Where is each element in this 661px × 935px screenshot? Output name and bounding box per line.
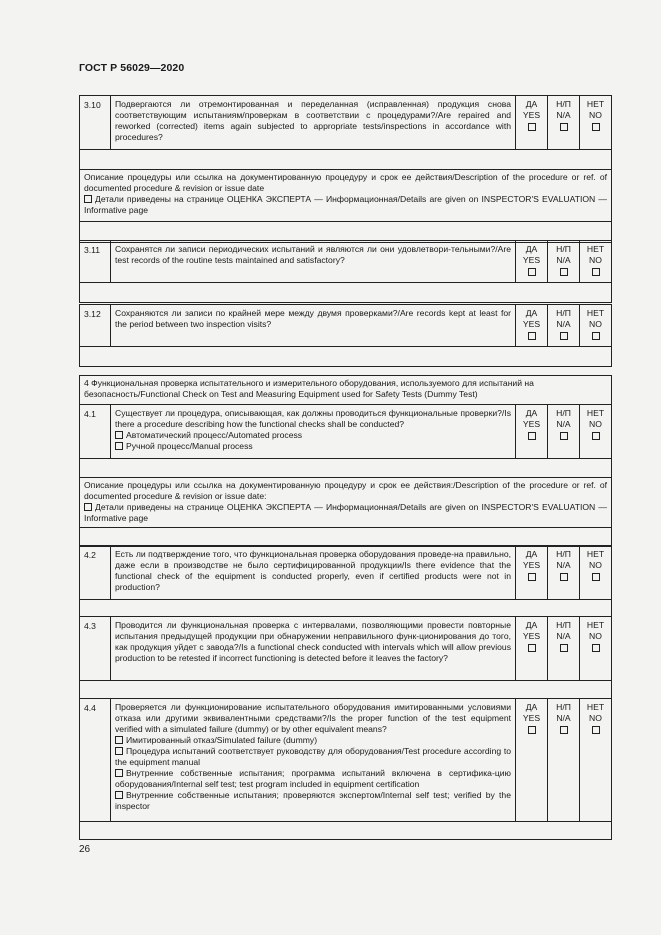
answer-na[interactable] — [548, 241, 580, 282]
notes-row[interactable] — [80, 600, 611, 616]
no-checkbox[interactable] — [592, 432, 600, 440]
question-row — [80, 405, 611, 459]
answer-yes[interactable] — [516, 546, 548, 599]
option-label: Внутренние собственные испытания; программа испытаний включена в сертифика-цию оборудования/Internal self test; test program included in equipment certification — [115, 768, 511, 789]
no-ru-label: НЕТ — [586, 549, 605, 559]
question-row — [80, 617, 611, 681]
option-checkbox[interactable] — [115, 736, 123, 744]
na-ru-label: Н/П — [556, 308, 571, 318]
question-body: Существует ли процедура, описывающая, как должны проводиться функциональные проверки?/Is there a procedure describing how the functional checks shall be conducted? — [115, 408, 511, 429]
question-number: 4.4 — [80, 699, 111, 821]
question-text — [111, 699, 516, 821]
question-text — [111, 405, 516, 458]
yes-en-label: YES — [522, 255, 541, 265]
no-en-label: NO — [589, 255, 602, 265]
option-label: Процедура испытаний соответствует руководству для оборудования/Test procedure according to the equipment manual — [115, 746, 511, 767]
option-checkbox[interactable] — [115, 442, 123, 450]
question-body: Проверяется ли функционирование испытательного оборудования имитированными условиями отказа или другими эквивалентными средствами?/Is the proper function of the test equipment verified with a simulated failure (dummy) or by other equivalent means? — [115, 702, 511, 734]
na-en-label: N/A — [556, 110, 571, 120]
question-row — [80, 699, 611, 822]
na-ru-label: Н/П — [556, 408, 571, 418]
yes-en-label: YES — [522, 631, 541, 641]
description-text: Описание процедуры или ссылка на документированную процедуру и срок ее действия/Description of the procedure or ref. of documented procedure & revision or issue date — [84, 172, 607, 193]
na-checkbox[interactable] — [560, 123, 568, 131]
question-number: 4.3 — [80, 617, 111, 680]
na-checkbox[interactable] — [560, 332, 568, 340]
yes-checkbox[interactable] — [528, 268, 536, 276]
option-item[interactable] — [115, 746, 511, 768]
yes-checkbox[interactable] — [528, 123, 536, 131]
option-checkbox[interactable] — [115, 747, 123, 755]
no-checkbox[interactable] — [592, 573, 600, 581]
option-item[interactable] — [115, 735, 511, 746]
option-label: Ручной процесс/Manual process — [126, 441, 253, 451]
na-ru-label: Н/П — [556, 244, 571, 254]
na-en-label: N/A — [556, 631, 571, 641]
no-ru-label: НЕТ — [586, 308, 605, 318]
question-row — [80, 96, 611, 150]
notes-row[interactable] — [80, 459, 611, 478]
yes-en-label: YES — [522, 110, 541, 120]
na-checkbox[interactable] — [560, 726, 568, 734]
document-header: ГОСТ Р 56029—2020 — [79, 62, 185, 74]
na-ru-label: Н/П — [556, 99, 571, 109]
no-en-label: NO — [589, 319, 602, 329]
na-checkbox[interactable] — [560, 573, 568, 581]
no-ru-label: НЕТ — [586, 244, 605, 254]
answer-yes[interactable] — [516, 699, 548, 821]
option-checkbox[interactable] — [115, 431, 123, 439]
details-checkbox[interactable] — [84, 195, 92, 203]
option-label: Автоматический процесс/Automated process — [126, 430, 303, 440]
answer-na[interactable] — [548, 305, 580, 346]
answer-no[interactable] — [580, 405, 611, 458]
na-ru-label: Н/П — [556, 702, 571, 712]
option-item[interactable] — [115, 790, 511, 812]
question-number: 4.2 — [80, 546, 111, 599]
na-en-label: N/A — [556, 560, 571, 570]
answer-na[interactable] — [548, 699, 580, 821]
answer-na[interactable] — [548, 546, 580, 599]
procedure-description — [80, 170, 611, 222]
answer-no[interactable] — [580, 305, 611, 346]
yes-checkbox[interactable] — [528, 332, 536, 340]
answer-yes[interactable] — [516, 405, 548, 458]
question-number: 3.11 — [80, 241, 111, 282]
na-en-label: N/A — [556, 255, 571, 265]
yes-ru-label: ДА — [525, 549, 538, 559]
option-label: Внутренние собственные испытания; проверяются экспертом/Internal self test; verified by the inspector — [115, 790, 511, 811]
details-checkbox[interactable] — [84, 503, 92, 511]
question-block-3-11 — [79, 240, 612, 303]
question-text: Проводится ли функциональная проверка с интервалами, позволяющими провести повторные испытания предыдущей продукции при обнаружении неправильного функ-ционирования до того, как продукция уйдет с завода?/Is a functional check conducted with intervals which will allow previous production to be retested if incorrect functioning is detected before it leaves the factory? — [111, 617, 516, 680]
notes-row[interactable] — [80, 283, 611, 302]
answer-na[interactable] — [548, 617, 580, 680]
no-checkbox[interactable] — [592, 726, 600, 734]
notes-row[interactable] — [80, 681, 611, 698]
no-ru-label: НЕТ — [586, 702, 605, 712]
no-en-label: NO — [589, 631, 602, 641]
notes-row[interactable] — [80, 150, 611, 170]
question-text: Сохраняются ли записи по крайней мере между двумя проверками?/Are records kept at least for the period between two inspection visits? — [111, 305, 516, 346]
yes-ru-label: ДА — [525, 308, 538, 318]
question-number: 3.12 — [80, 305, 111, 346]
procedure-description — [80, 478, 611, 528]
no-en-label: NO — [589, 560, 602, 570]
question-text: Есть ли подтверждение того, что функциональная проверка оборудования проведе-на правильно, даже если в производстве не было сертифицированной продукции/Is there evidence that the functional check of the equipment is conducted properly, even if certified products were not in production? — [111, 546, 516, 599]
no-ru-label: НЕТ — [586, 408, 605, 418]
yes-en-label: YES — [522, 419, 541, 429]
question-block-4-3 — [79, 616, 612, 699]
answer-no[interactable] — [580, 96, 611, 149]
na-en-label: N/A — [556, 419, 571, 429]
option-item[interactable] — [115, 430, 511, 441]
na-en-label: N/A — [556, 319, 571, 329]
question-block-4-2 — [79, 545, 612, 617]
no-ru-label: НЕТ — [586, 99, 605, 109]
notes-row[interactable] — [80, 347, 611, 366]
yes-ru-label: ДА — [525, 702, 538, 712]
no-en-label: NO — [589, 713, 602, 723]
na-checkbox[interactable] — [560, 268, 568, 276]
answer-na[interactable] — [548, 96, 580, 149]
answer-no[interactable] — [580, 546, 611, 599]
yes-en-label: YES — [522, 713, 541, 723]
yes-checkbox[interactable] — [528, 644, 536, 652]
option-label: Имитированный отказ/Simulated failure (dummy) — [126, 735, 318, 745]
option-item[interactable] — [115, 768, 511, 790]
question-text: Подвергаются ли отремонтированная и переделанная (исправленная) продукция снова соответствующим испытаниям/проверкам в соответствии с процедурами?/Are repaired and reworked (corrected) items again subjected to appropriate tests/inspections in accordance with procedures? — [111, 96, 516, 149]
na-en-label: N/A — [556, 713, 571, 723]
question-row — [80, 241, 611, 283]
question-text: Сохранятся ли записи периодических испытаний и являются ли они удовлетвори-тельными?/Are test records of the routine tests maintained and satisfactory? — [111, 241, 516, 282]
no-ru-label: НЕТ — [586, 620, 605, 630]
answer-no[interactable] — [580, 617, 611, 680]
na-checkbox[interactable] — [560, 432, 568, 440]
option-checkbox[interactable] — [115, 791, 123, 799]
question-row — [80, 305, 611, 347]
no-en-label: NO — [589, 110, 602, 120]
yes-ru-label: ДА — [525, 620, 538, 630]
no-checkbox[interactable] — [592, 123, 600, 131]
answer-na[interactable] — [548, 405, 580, 458]
na-ru-label: Н/П — [556, 549, 571, 559]
question-block-3-10 — [79, 95, 612, 243]
section-heading: 4 Функциональная проверка испытательного и измерительного оборудования, используемого для испытаний на безопасность/Functional Check on Test and Measuring Equipment used for Safety Tests (Dummy Test) — [80, 376, 611, 405]
question-number: 3.10 — [80, 96, 111, 149]
no-en-label: NO — [589, 419, 602, 429]
answer-yes[interactable] — [516, 241, 548, 282]
answer-yes[interactable] — [516, 617, 548, 680]
question-row — [80, 546, 611, 600]
na-checkbox[interactable] — [560, 644, 568, 652]
option-item[interactable] — [115, 441, 511, 452]
no-checkbox[interactable] — [592, 332, 600, 340]
yes-checkbox[interactable] — [528, 573, 536, 581]
yes-en-label: YES — [522, 560, 541, 570]
no-checkbox[interactable] — [592, 268, 600, 276]
answer-yes[interactable] — [516, 305, 548, 346]
na-ru-label: Н/П — [556, 620, 571, 630]
question-block-3-12 — [79, 304, 612, 367]
yes-ru-label: ДА — [525, 244, 538, 254]
section-4-block — [79, 375, 612, 547]
notes-row[interactable] — [80, 822, 611, 839]
details-text: Детали приведены на странице ОЦЕНКА ЭКСПЕРТА — Информационная/Details are given on INSPECTOR'S EVALUATION — Informative page — [84, 502, 607, 523]
option-checkbox[interactable] — [115, 769, 123, 777]
notes-row[interactable] — [80, 528, 611, 546]
notes-row[interactable] — [80, 222, 611, 242]
answer-no[interactable] — [580, 699, 611, 821]
answer-no[interactable] — [580, 241, 611, 282]
answer-yes[interactable] — [516, 96, 548, 149]
description-text: Описание процедуры или ссылка на документированную процедуру и срок ее действия:/Description of the procedure or ref. of documented procedure & revision or issue date: — [84, 480, 607, 501]
question-block-4-4 — [79, 698, 612, 840]
yes-checkbox[interactable] — [528, 726, 536, 734]
no-checkbox[interactable] — [592, 644, 600, 652]
yes-ru-label: ДА — [525, 99, 538, 109]
details-text: Детали приведены на странице ОЦЕНКА ЭКСПЕРТА — Информационная/Details are given on INSPECTOR'S EVALUATION — Informative page — [84, 194, 607, 215]
yes-ru-label: ДА — [525, 408, 538, 418]
yes-checkbox[interactable] — [528, 432, 536, 440]
question-number: 4.1 — [80, 405, 111, 458]
yes-en-label: YES — [522, 319, 541, 329]
page-number: 26 — [79, 844, 91, 855]
